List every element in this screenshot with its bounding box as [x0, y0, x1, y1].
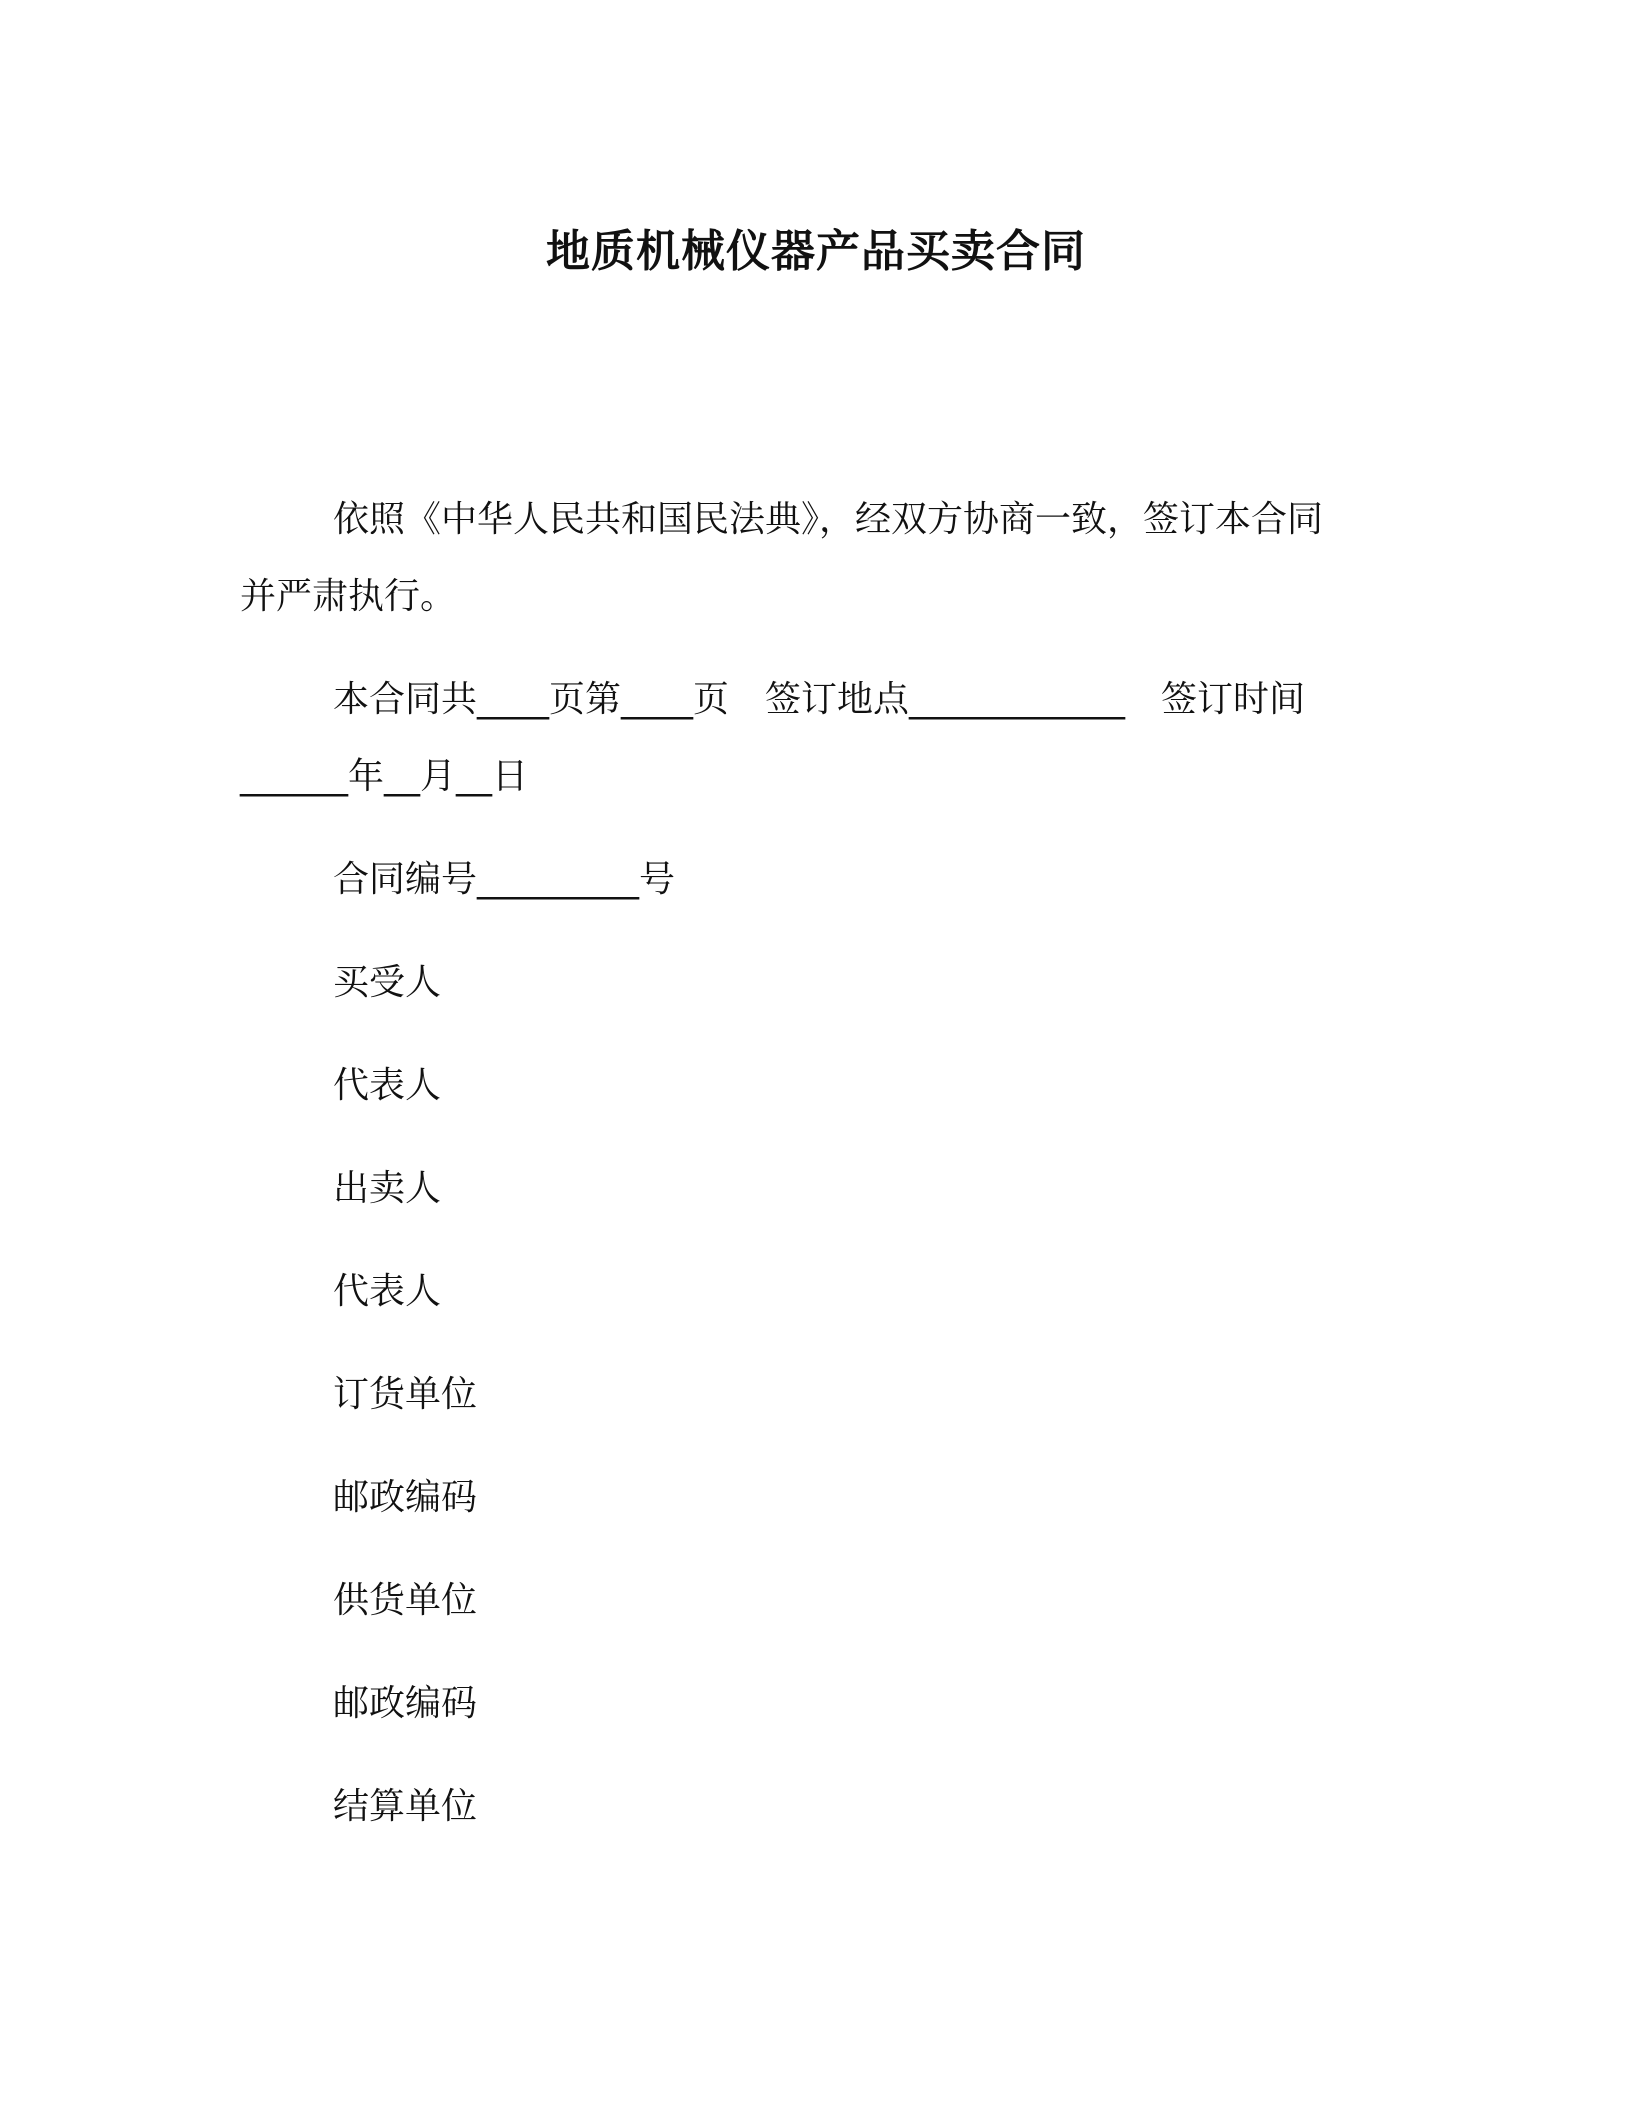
pages-and-signing-line-1: 本合同共____页第____页 签订地点____________ 签订时间 [333, 679, 1306, 720]
field-seller: 出卖人 [333, 1168, 442, 1209]
field-buyer-representative: 代表人 [333, 1065, 442, 1106]
field-supplier-unit: 供货单位 [333, 1580, 478, 1621]
field-postal-code-1: 邮政编码 [333, 1477, 478, 1518]
pages-and-signing-line-2: ______年__月__日 [240, 756, 529, 797]
document-title: 地质机械仪器产品买卖合同 [546, 226, 1086, 277]
field-seller-representative: 代表人 [333, 1271, 442, 1312]
field-ordering-unit: 订货单位 [333, 1374, 478, 1415]
contract-number: 合同编号_________号 [333, 859, 676, 900]
field-postal-code-2: 邮政编码 [333, 1683, 478, 1724]
intro-paragraph-line-1: 依照《中华人民共和国民法典》，经双方协商一致，签订本合同 [333, 499, 1324, 540]
field-settlement-unit: 结算单位 [333, 1786, 478, 1827]
intro-paragraph-line-2: 并严肃执行。 [240, 576, 457, 617]
field-buyer: 买受人 [333, 962, 442, 1003]
